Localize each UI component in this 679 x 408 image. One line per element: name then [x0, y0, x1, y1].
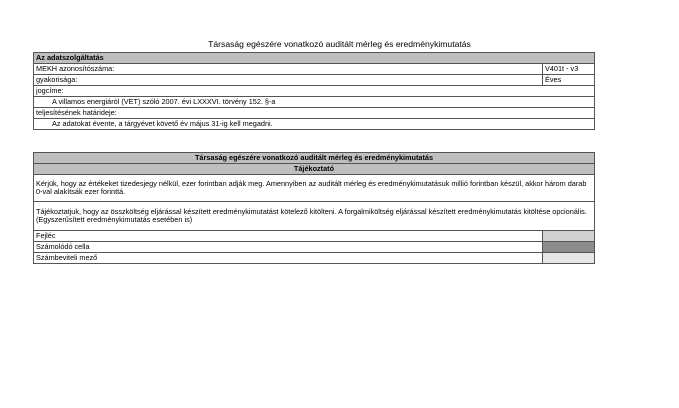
frequency-label: gyakorisága: — [34, 75, 543, 86]
deadline-text: Az adatokat évente, a tárgyévet követő év május 31-ig kell megadni. — [34, 119, 595, 130]
deadline-label: teljesítésének határideje: — [34, 108, 595, 119]
legend-label-szamolodo: Számolódó cella — [34, 242, 543, 253]
notice-subtitle: Tájékoztató — [34, 164, 595, 175]
legend-label-fejlec: Fejléc — [34, 231, 543, 242]
notice-paragraph-row — [34, 202, 595, 231]
legend-swatch-szambeviteli — [543, 253, 595, 264]
section-header-row — [34, 53, 595, 64]
legend-label-szambeviteli: Számbeviteli mező — [34, 253, 543, 264]
legal-basis-text: A villamos energiáról (VET) szóló 2007. évi LXXXVI. törvény 152. §-a — [34, 97, 595, 108]
legend-swatch-szamolodo — [543, 242, 595, 253]
deadline-label-row — [34, 108, 595, 119]
legend-swatch-fejlec — [543, 231, 595, 242]
notice-title-row — [34, 153, 595, 164]
legend-row-fejlec — [34, 231, 595, 242]
mekh-value: V401t - v3 — [543, 64, 595, 75]
legal-basis-label: jogcíme: — [34, 86, 595, 97]
mekh-row — [34, 64, 595, 75]
section-title: Az adatszolgáltatás — [34, 53, 595, 64]
frequency-value: Éves — [543, 75, 595, 86]
legal-basis-text-row — [34, 97, 595, 108]
notice-title: Társaság egészére vonatkozó auditált mérleg és eredménykimutatás — [34, 153, 595, 164]
notice-paragraph-row — [34, 175, 595, 202]
legend-row-szamolodo — [34, 242, 595, 253]
legal-basis-label-row — [34, 86, 595, 97]
notice-table — [33, 152, 595, 264]
mekh-label: MEKH azonosítószáma: — [34, 64, 543, 75]
notice-paragraph-2: Tájékoztatjuk, hogy az összköltség eljárással készített eredménykimutatást kötelező kitölteni. A forgalmiköltség eljárással készített eredménykimutatás kitöltése opcionális. (Egyszerűsített eredménykimutatás esetében is) — [34, 202, 595, 231]
adatszolgaltatas-table — [33, 52, 595, 130]
deadline-text-row — [34, 119, 595, 130]
notice-paragraph-1: Kérjük, hogy az értékeket tizedesjegy nélkül, ezer forintban adják meg. Amennyiben az auditált mérleg és eredménykimutatásuk millió forintban készül, akkor három darab 0-val alakítsák ezer forinttá. — [34, 175, 595, 202]
notice-subtitle-row — [34, 164, 595, 175]
page-title: Társaság egészére vonatkozó auditált mérleg és eredménykimutatás — [208, 39, 471, 49]
frequency-row — [34, 75, 595, 86]
legend-row-szambeviteli — [34, 253, 595, 264]
